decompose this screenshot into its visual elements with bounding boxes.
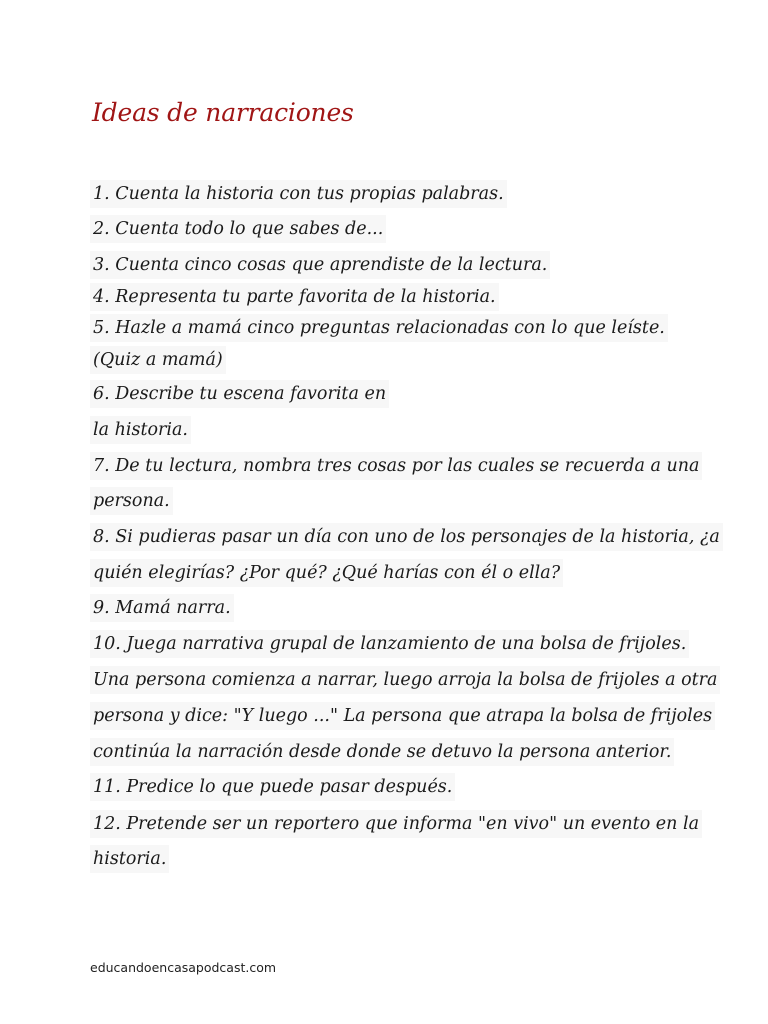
- list-line-10: 10. Juega narrativa grupal de lanzamiento de una bolsa de frijoles.: [90, 630, 689, 658]
- list-line-12-cont: historia.: [90, 845, 169, 873]
- list-line-4: 4. Representa tu parte favorita de la historia.: [90, 283, 499, 311]
- list-line-7-cont: persona.: [90, 487, 173, 515]
- list-line-9: 9. Mamá narra.: [90, 594, 234, 622]
- list-line-7: 7. De tu lectura, nombra tres cosas por las cuales se recuerda a una: [90, 452, 702, 480]
- list-line-10-cont-1: Una persona comienza a narrar, luego arroja la bolsa de frijoles a otra: [90, 666, 720, 694]
- list-line-12: 12. Pretende ser un reportero que informa "en vivo" un evento en la: [90, 810, 702, 838]
- list-line-1: 1. Cuenta la historia con tus propias palabras.: [90, 180, 507, 208]
- list-line-6-cont: la historia.: [90, 416, 191, 444]
- list-line-8: 8. Si pudieras pasar un día con uno de los personajes de la historia, ¿a: [90, 523, 723, 551]
- list-line-5-cont: (Quiz a mamá): [90, 346, 226, 374]
- list-line-6: 6. Describe tu escena favorita en: [90, 380, 389, 408]
- list-line-5: 5. Hazle a mamá cinco preguntas relacionadas con lo que leíste.: [90, 314, 668, 342]
- list-line-2: 2. Cuenta todo lo que sabes de...: [90, 215, 386, 243]
- list-line-3: 3. Cuenta cinco cosas que aprendiste de la lectura.: [90, 251, 550, 279]
- footer-website: educandoencasapodcast.com: [90, 960, 277, 975]
- list-line-10-cont-2: persona y dice: "Y luego ..." La persona que atrapa la bolsa de frijoles: [90, 702, 715, 730]
- list-line-11: 11. Predice lo que puede pasar después.: [90, 773, 455, 801]
- page-title: Ideas de narraciones: [92, 98, 354, 127]
- list-line-8-cont: quién elegirías? ¿Por qué? ¿Qué harías con él o ella?: [90, 559, 563, 587]
- list-line-10-cont-3: continúa la narración desde donde se detuvo la persona anterior.: [90, 738, 674, 766]
